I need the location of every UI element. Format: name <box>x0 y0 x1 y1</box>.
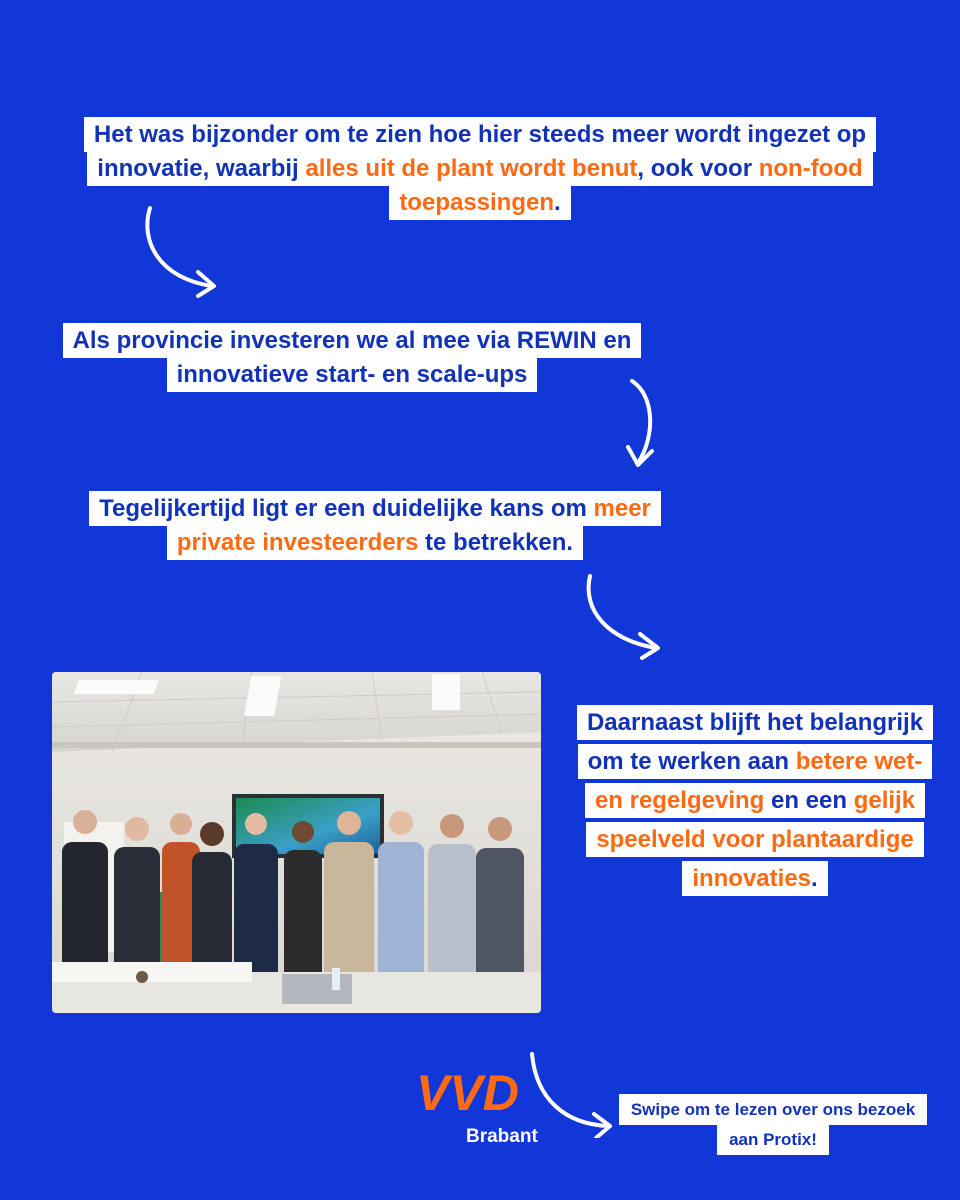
regulation-line: . <box>811 864 818 892</box>
svg-text:VVD: VVD <box>416 1065 519 1121</box>
swipe-prompt <box>618 1095 928 1155</box>
vvd-brabant-logo <box>414 1058 564 1148</box>
investors-highlight: meer private investeerders <box>176 495 651 557</box>
province-investment-text <box>52 324 652 392</box>
swipe-text: Swipe om te lezen over ons bezoek aan Protix! <box>619 1094 927 1155</box>
curved-arrow-icon <box>578 570 668 660</box>
regulation-text <box>570 704 940 898</box>
quote-text: . <box>554 189 561 217</box>
group-photo <box>52 672 541 1013</box>
quote-text: , ook voor <box>637 155 759 183</box>
regulation-highlight: betere wet- en regelgeving <box>594 747 923 814</box>
regulation-line: en een <box>764 786 854 814</box>
investors-text <box>70 492 680 560</box>
investors-line: Tegelijkertijd ligt er een duidelijke kans om <box>99 495 594 522</box>
quote-text: Het was bijzonder om te zien hoe hier steeds meer wordt ingezet op innovatie, waarbij <box>93 121 867 183</box>
logo-region-text: Brabant <box>466 1126 538 1147</box>
investors-line: te betrekken. <box>418 529 574 557</box>
quote-highlight: non-food toepassingen <box>399 155 863 217</box>
province-text: Als provincie investeren we al mee via REWIN en innovatieve start- en scale-ups <box>63 323 642 392</box>
intro-quote <box>60 118 900 220</box>
regulation-line: Daarnaast blijft het belangrijk om te werken aan <box>586 709 924 775</box>
regulation-highlight: gelijk speelveld voor plantaardige innovaties <box>596 786 916 892</box>
quote-highlight: alles uit de plant wordt benut <box>305 155 638 183</box>
